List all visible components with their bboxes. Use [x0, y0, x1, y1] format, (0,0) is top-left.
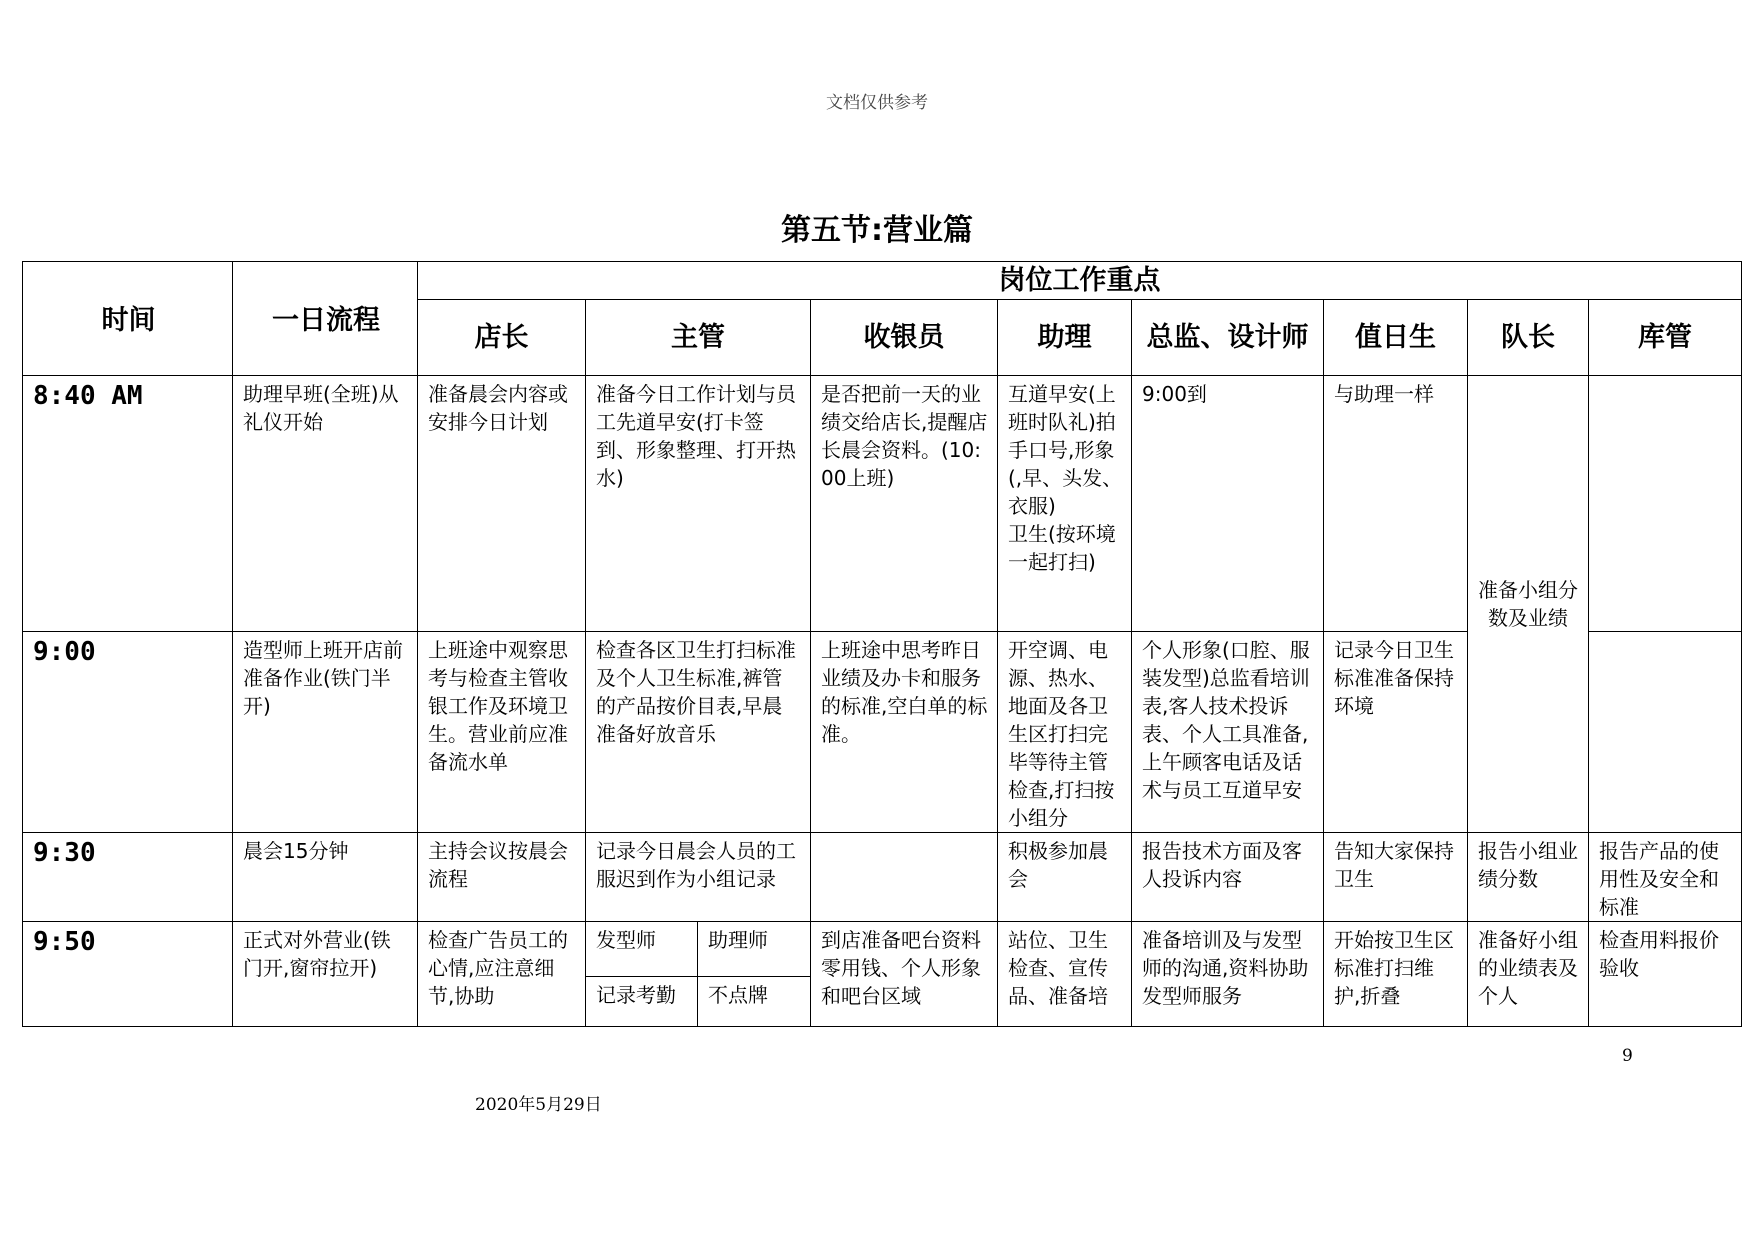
header-flow: 一日流程 — [233, 262, 418, 376]
page-title: 第五节:营业篇 — [781, 213, 973, 248]
header-time: 时间 — [23, 262, 233, 376]
cell-cashier: 是否把前一天的业绩交给店长,提醒店长晨会资料。(10:00上班) — [811, 376, 998, 632]
cell-director: 9:00到 — [1132, 376, 1324, 632]
cell-assistant — [998, 376, 1132, 632]
cell-director: 准备培训及与发型师的沟通,资料协助发型师服务 — [1132, 922, 1324, 1027]
cell-captain: 准备好小组的业绩表及个人 — [1468, 922, 1589, 1027]
table-row — [23, 833, 1742, 922]
header-role-director: 总监、设计师 — [1132, 300, 1324, 376]
header-group: 岗位工作重点 — [418, 262, 1742, 300]
cell-assistant: 开空调、电源、热水、地面及各卫生区打扫完毕等待主管检查,打扫按小组分 — [998, 632, 1132, 833]
cell-assistant: 积极参加晨会 — [998, 833, 1132, 922]
header-role-duty: 值日生 — [1324, 300, 1468, 376]
cell-duty: 告知大家保持卫生 — [1324, 833, 1468, 922]
cell-supervisor-no-card: 不点牌 — [698, 977, 811, 1027]
header-role-captain: 队长 — [1468, 300, 1589, 376]
cell-supervisor: 准备今日工作计划与员工先道早安(打卡签到、形象整理、打开热水) — [586, 376, 811, 632]
cell-warehouse: 报告产品的使用性及安全和标准 — [1589, 833, 1742, 922]
row-flow: 晨会15分钟 — [233, 833, 418, 922]
cell-cashier: 上班途中思考昨日业绩及办卡和服务的标准,空白单的标准。 — [811, 632, 998, 833]
table-row — [23, 376, 1742, 632]
cell-cashier — [811, 833, 998, 922]
row-time: 8:40 AM — [23, 376, 233, 632]
cell-director: 报告技术方面及客人投诉内容 — [1132, 833, 1324, 922]
cell-supervisor-hairstylist: 发型师 — [586, 922, 698, 977]
row-flow: 造型师上班开店前准备作业(铁门半开) — [233, 632, 418, 833]
row-flow: 助理早班(全班)从礼仪开始 — [233, 376, 418, 632]
cell-director: 个人形象(口腔、服装发型)总监看培训表,客人技术投诉表、个人工具准备,上午顾客电话及话术与员工互道早安 — [1132, 632, 1324, 833]
page-number: 9 — [1622, 1046, 1633, 1066]
header-role-store-manager: 店长 — [418, 300, 586, 376]
cell-store-manager: 准备晨会内容或安排今日计划 — [418, 376, 586, 632]
cell-supervisor-attendance: 记录考勤 — [586, 977, 698, 1027]
header-role-warehouse: 库管 — [1589, 300, 1742, 376]
header-role-assistant: 助理 — [998, 300, 1132, 376]
row-flow: 正式对外营业(铁门开,窗帘拉开) — [233, 922, 418, 1027]
cell-warehouse — [1589, 376, 1742, 632]
cell-supervisor-assistant-stylist: 助理师 — [698, 922, 811, 977]
cell-assistant-text: 互道早安(上班时队礼)拍手口号,形象(,早、头发、衣服) — [1008, 382, 1123, 518]
footer-date: 2020年5月29日 — [475, 1095, 602, 1115]
header-note: 文档仅供参考 — [826, 93, 928, 113]
row-time: 9:00 — [23, 632, 233, 833]
cell-warehouse: 检查用料报价验收 — [1589, 922, 1742, 1027]
cell-store-manager: 检查广告员工的心情,应注意细节,协助 — [418, 922, 586, 1027]
cell-cashier: 到店准备吧台资料零用钱、个人形象和吧台区域 — [811, 922, 998, 1027]
cell-captain: 报告小组业绩分数 — [1468, 833, 1589, 922]
schedule-table — [22, 261, 1742, 1027]
cell-assistant-text-2: 卫生(按环境一起打扫) — [1008, 522, 1116, 574]
table-row — [23, 922, 1742, 977]
cell-supervisor: 检查各区卫生打扫标准及个人卫生标准,裤管的产品按价目表,早晨准备好放音乐 — [586, 632, 811, 833]
cell-duty: 记录今日卫生标准准备保持环境 — [1324, 632, 1468, 833]
row-time: 9:50 — [23, 922, 233, 1027]
cell-captain: 准备小组分数及业绩 — [1468, 376, 1589, 833]
header-role-cashier: 收银员 — [811, 300, 998, 376]
cell-supervisor: 记录今日晨会人员的工服迟到作为小组记录 — [586, 833, 811, 922]
header-role-supervisor: 主管 — [586, 300, 811, 376]
cell-store-manager: 上班途中观察思考与检查主管收银工作及环境卫生。营业前应准备流水单 — [418, 632, 586, 833]
row-time: 9:30 — [23, 833, 233, 922]
cell-store-manager: 主持会议按晨会流程 — [418, 833, 586, 922]
cell-assistant: 站位、卫生检查、宣传品、准备培 — [998, 922, 1132, 1027]
cell-warehouse — [1589, 632, 1742, 833]
cell-duty: 与助理一样 — [1324, 376, 1468, 632]
cell-duty: 开始按卫生区标准打扫维护,折叠 — [1324, 922, 1468, 1027]
